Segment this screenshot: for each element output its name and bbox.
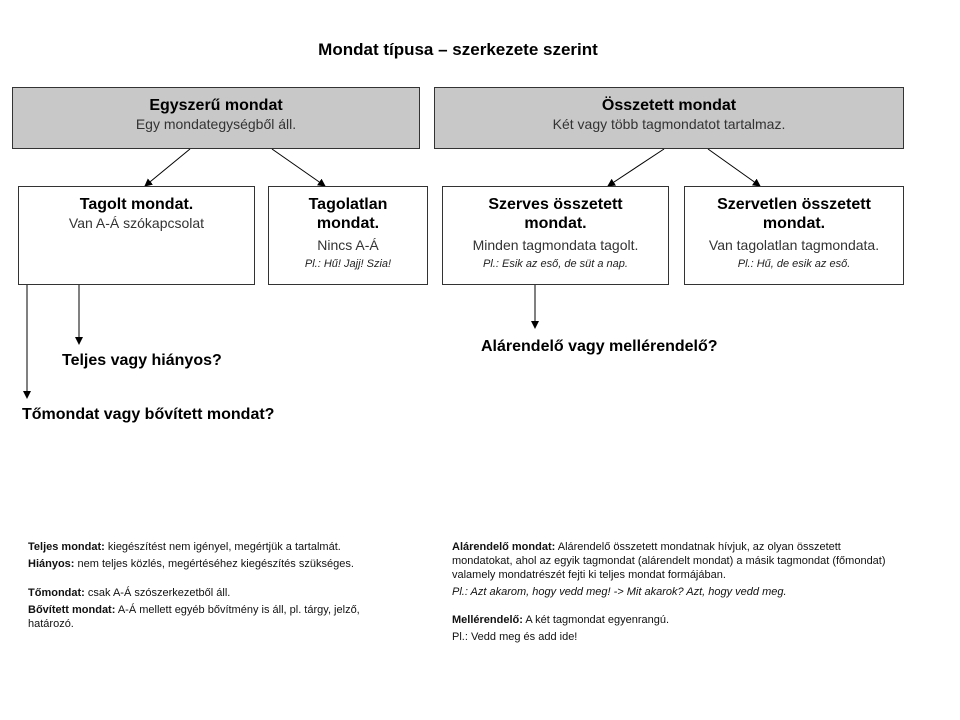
szervetlen-example: Pl.: Hű, de esik az eső. — [737, 258, 851, 270]
note-teljes-term: Teljes mondat: — [28, 541, 105, 553]
page-title: Mondat típusa – szerkezete szerint — [318, 40, 598, 59]
simple-sentence-subtitle: Egy mondategységből áll. — [135, 116, 297, 132]
szerves-title-line1: Szerves összetett — [488, 196, 623, 213]
tagolt-box — [18, 186, 255, 285]
simple-sentence-title: Egyszerű mondat — [149, 97, 283, 114]
note-bovitett — [28, 603, 398, 631]
question-tomondat-bovitett: Tőmondat vagy bővített mondat? — [22, 406, 275, 423]
compound-sentence-subtitle: Két vagy több tagmondatot tartalmaz. — [552, 116, 786, 132]
note-alarendelo — [452, 540, 892, 582]
note-bovitett-term: Bővített mondat: — [28, 604, 116, 616]
szervetlen-subtitle: Van tagolatlan tagmondata. — [708, 237, 880, 253]
compound-sentence-title: Összetett mondat — [601, 97, 737, 114]
tagolt-title: Tagolt mondat. — [79, 196, 194, 213]
tagolatlan-subtitle: Nincs A-Á — [317, 237, 379, 253]
szerves-subtitle: Minden tagmondata tagolt. — [472, 237, 639, 253]
simple-sentence-box — [12, 87, 420, 149]
question-teljes-hianyos: Teljes vagy hiányos? — [62, 352, 222, 369]
note-mellerendelo-example: Pl.: Vedd meg és add ide! — [452, 631, 578, 643]
szervetlen-title-line2: mondat. — [762, 215, 826, 232]
szervetlen-box — [684, 186, 904, 285]
note-tomondat-term: Tőmondat: — [28, 587, 85, 599]
note-tomondat — [28, 586, 408, 600]
szerves-example: Pl.: Esik az eső, de süt a nap. — [483, 258, 628, 270]
notes-right — [452, 540, 892, 644]
note-tomondat-text: csak A-Á szószerkezetből áll. — [84, 587, 231, 599]
note-alarendelo-text: Alárendelő összetett mondatnak hívjuk, az olyan összetett mondatokat, ahol az egyik tagmondat (alárendelt mondat) a másik tagmondat (főmondat) valamely mondatrészét fejti ki teljes mondat formájában. — [452, 541, 886, 581]
note-hianyos-text: nem teljes közlés, megértéséhez kiegészítés szükséges. — [74, 558, 354, 570]
note-hianyos-term: Hiányos: — [28, 558, 75, 570]
tagolatlan-box — [268, 186, 428, 285]
arrow-simple-to-tagolatlan — [272, 149, 325, 186]
note-teljes — [28, 540, 408, 554]
note-hianyos — [28, 557, 408, 571]
arrow-compound-to-szerves — [608, 149, 664, 186]
arrow-compound-to-szervetlen — [708, 149, 760, 186]
question-alarendelo-mellerendelo: Alárendelő vagy mellérendelő? — [481, 338, 718, 355]
tagolatlan-title-line1: Tagolatlan — [308, 196, 388, 213]
szerves-title-line2: mondat. — [524, 215, 587, 232]
note-teljes-text: kiegészítést nem igényel, megértjük a tartalmát. — [104, 541, 341, 553]
note-alarendelo-example: Pl.: Azt akarom, hogy vedd meg! -> Mit akarok? Azt, hogy vedd meg. — [452, 586, 787, 598]
arrow-simple-to-tagolt — [145, 149, 190, 186]
notes-left — [28, 540, 408, 631]
compound-sentence-box — [434, 87, 904, 149]
note-mellerendelo-text: A két tagmondat egyenrangú. — [522, 614, 670, 626]
note-mellerendelo — [452, 613, 892, 627]
note-bovitett-text: A-Á mellett egyéb bővítmény is áll, pl. tárgy, jelző, határozó. — [28, 604, 360, 630]
szerves-box — [442, 186, 669, 285]
szervetlen-title-line1: Szervetlen összetett — [717, 196, 871, 213]
tagolatlan-example: Pl.: Hű! Jajj! Szia! — [304, 258, 392, 270]
note-alarendelo-term: Alárendelő mondat: — [452, 541, 556, 553]
note-mellerendelo-term: Mellérendelő: — [452, 614, 523, 626]
tagolt-subtitle: Van A-Á szókapcsolat — [68, 215, 205, 231]
tagolatlan-title-line2: mondat. — [316, 215, 380, 232]
